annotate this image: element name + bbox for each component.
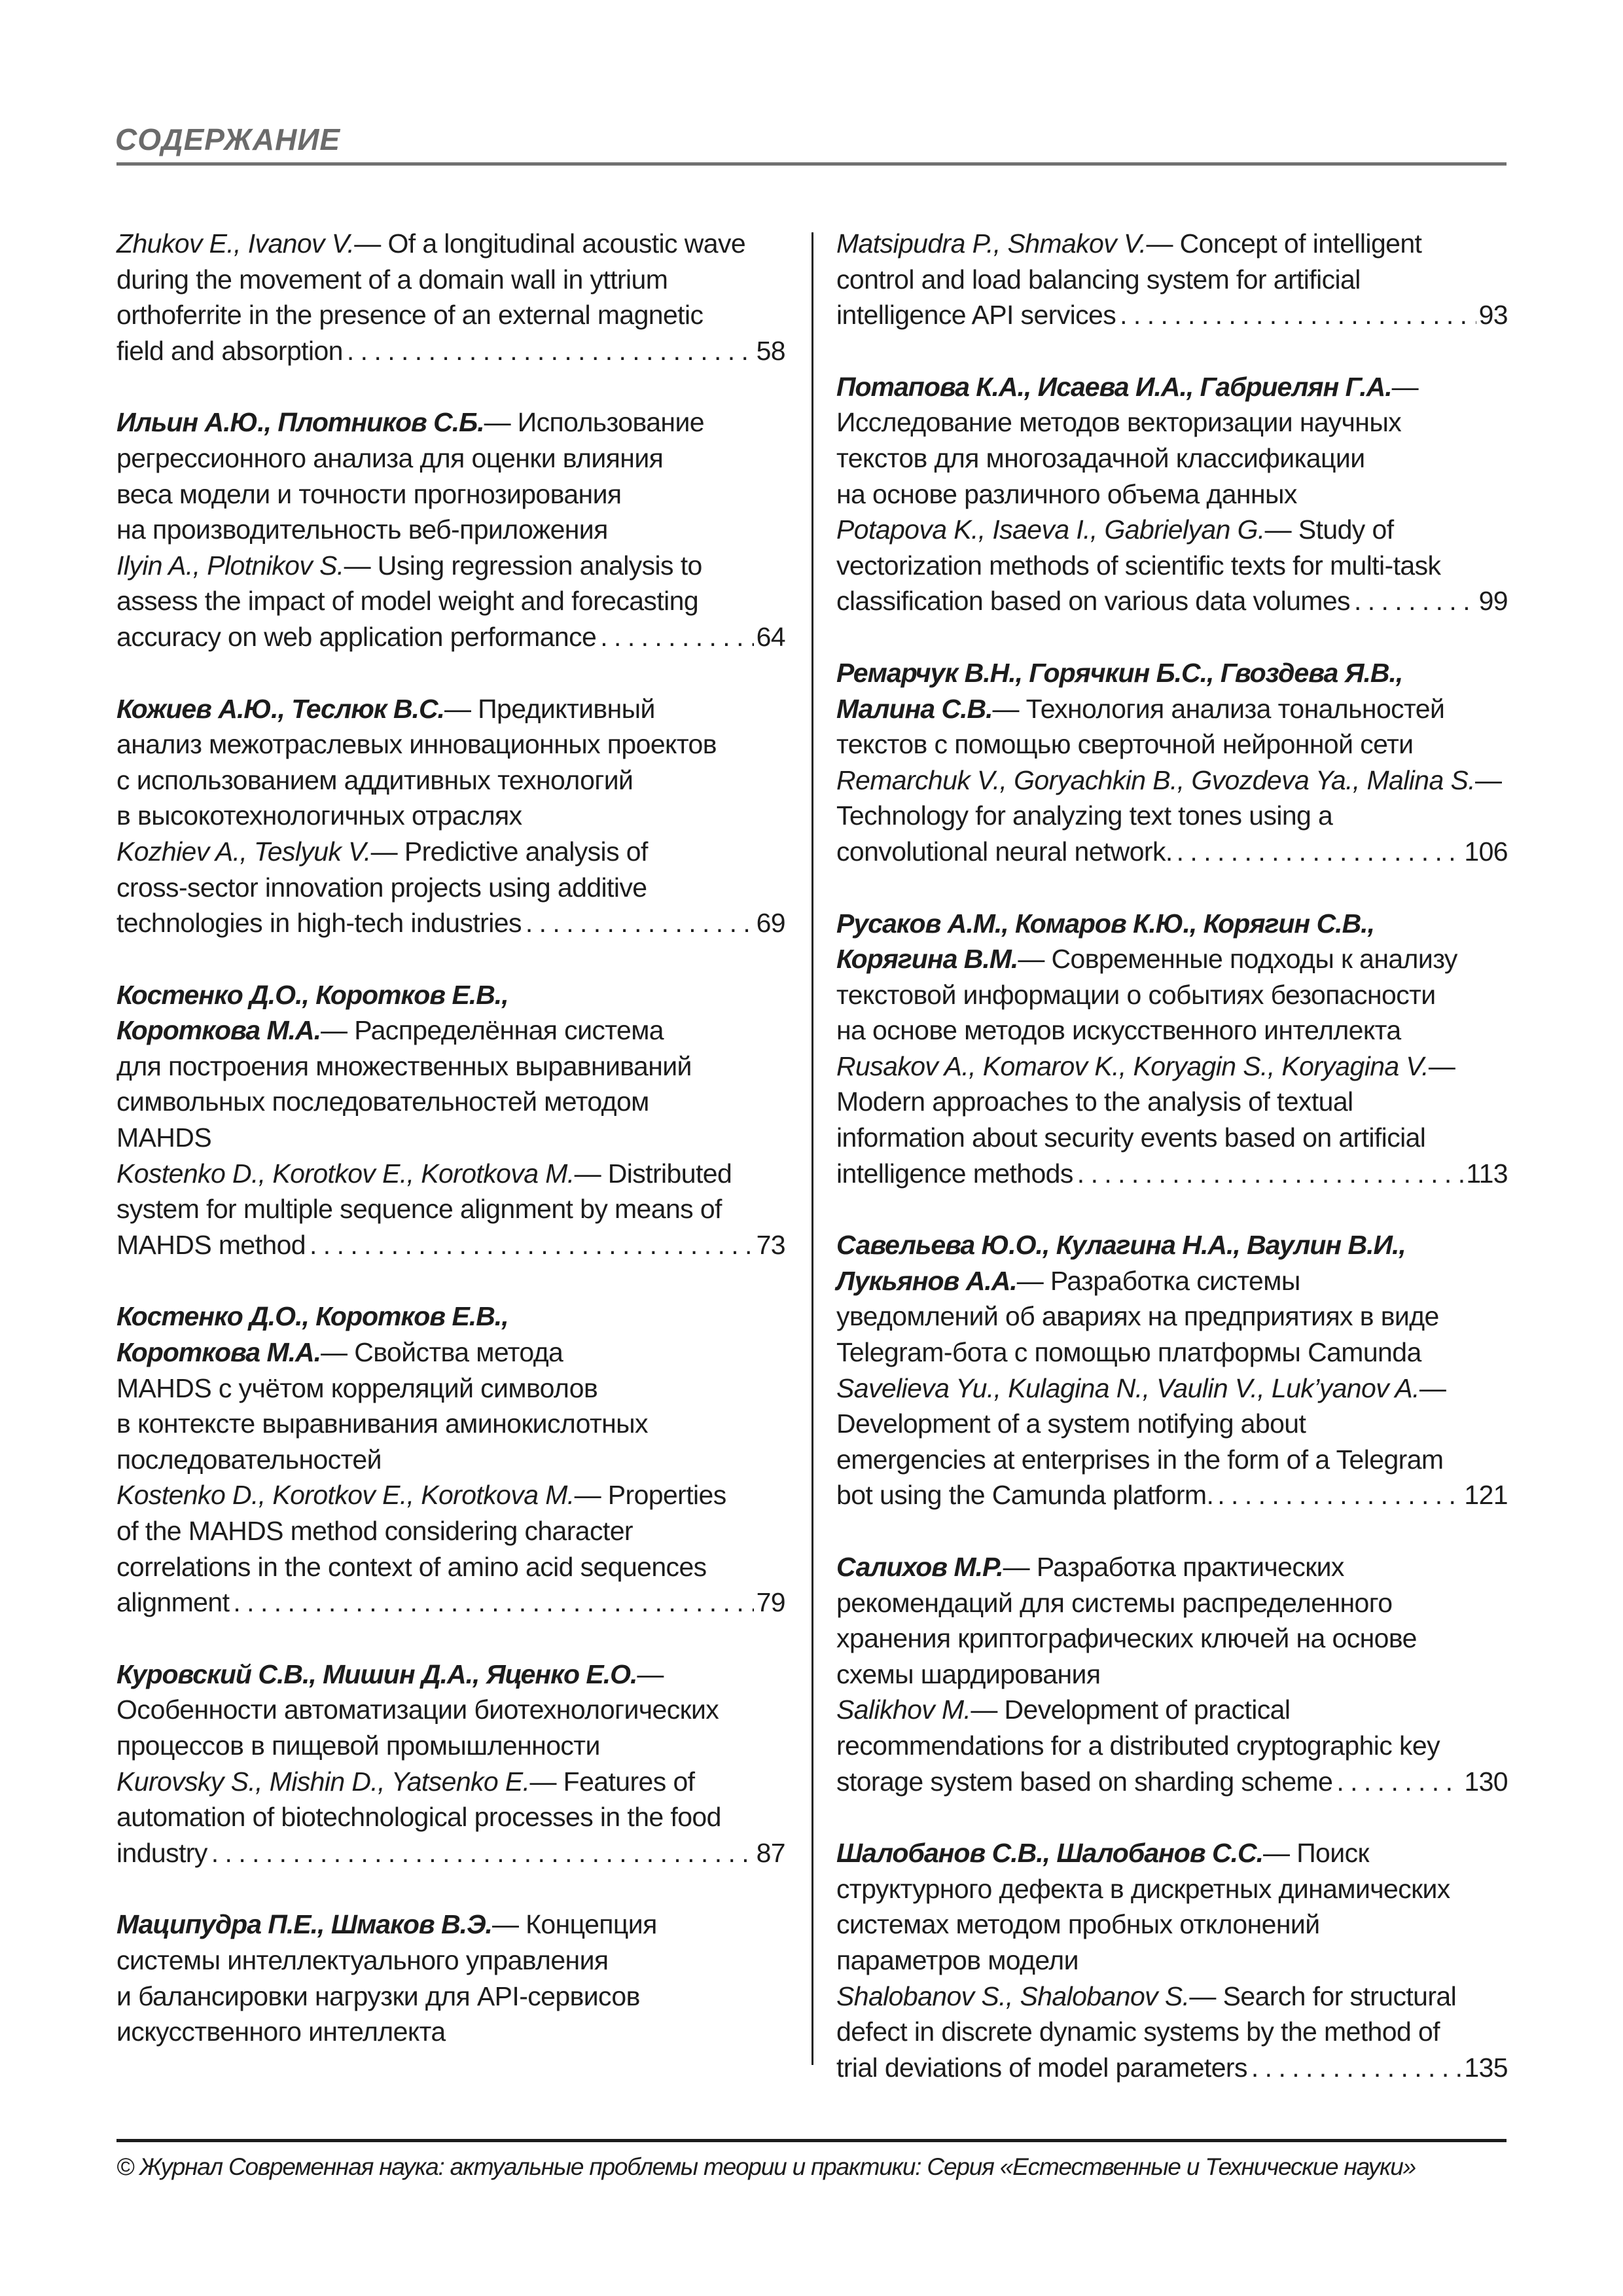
article-title-text: control and load balancing system for artificial	[836, 264, 1361, 295]
authors-ru: Костенко Д.О., Коротков Е.В.,	[116, 979, 508, 1010]
authors-ru: Короткова М.А.	[116, 1337, 321, 1368]
toc-entry-line	[116, 476, 785, 512]
article-title-text: на основе различного объема данных	[836, 478, 1297, 509]
toc-entry-line	[836, 262, 1508, 298]
leader-dots	[1217, 1477, 1461, 1513]
article-title-text: field and absorption	[116, 335, 343, 366]
toc-entry-line	[116, 1477, 785, 1513]
dot-leader	[1177, 834, 1462, 870]
toc-entry-line	[116, 1799, 785, 1835]
toc-entry[interactable]	[116, 1907, 785, 2049]
authors-ru: Короткова М.А.	[116, 1015, 321, 1046]
toc-entry-line	[116, 1442, 785, 1478]
article-title-text: — Использование	[484, 407, 704, 438]
authors-ru: Малина С.В.	[836, 693, 993, 724]
article-title-text: MAHDS method	[116, 1229, 306, 1260]
article-title-text: technologies in high-tech industries	[116, 908, 522, 939]
toc-entry[interactable]	[116, 691, 785, 941]
toc-entry[interactable]	[836, 369, 1508, 619]
article-title-text: of the MAHDS method considering character	[116, 1516, 633, 1546]
page-number[interactable]: 135	[1464, 2052, 1508, 2083]
authors-en: Kozhiev A., Teslyuk V.	[116, 836, 371, 867]
toc-entry-line	[116, 619, 785, 655]
toc-entry-line	[116, 1979, 785, 2015]
authors-ru: Шалобанов С.В., Шалобанов С.С.	[836, 1838, 1263, 1869]
toc-entry-line	[116, 1513, 785, 1549]
article-title-text: — Свойства метода	[321, 1337, 563, 1368]
toc-entry-line	[836, 1049, 1508, 1085]
toc-entry-line	[116, 1692, 785, 1728]
page-number[interactable]: 106	[1464, 836, 1508, 867]
article-title-text: — Of a longitudinal acoustic wave	[354, 228, 746, 259]
article-title-text: cross-sector innovation projects using additive	[116, 872, 647, 903]
toc-entry-line	[836, 1549, 1508, 1585]
leader-dots	[1177, 834, 1462, 870]
toc-entry-line	[116, 1049, 785, 1085]
article-title-text: information about security events based on artificial	[836, 1122, 1426, 1153]
authors-ru: Савельева Ю.О., Кулагина Н.А., Ваулин В.И.,	[836, 1230, 1406, 1261]
toc-entry-line	[836, 762, 1508, 798]
article-title-text: bot using the Camunda platform.	[836, 1480, 1214, 1511]
toc-entry-line	[836, 1764, 1508, 1800]
article-title-text: — Properties	[574, 1480, 726, 1511]
article-title-text: текстов с помощью сверточной нейронной сети	[836, 729, 1414, 760]
toc-entry-line	[116, 583, 785, 619]
toc-entry-line	[836, 1979, 1508, 2015]
toc-entry-line	[116, 1907, 785, 1943]
article-title-text: assess the impact of model weight and forecasting	[116, 586, 699, 617]
article-title-text: industry	[116, 1837, 207, 1868]
page-number[interactable]: 73	[756, 1229, 785, 1260]
toc-entry-line	[836, 1585, 1508, 1621]
toc-entry-line	[836, 1477, 1508, 1513]
toc-entry-line	[836, 404, 1508, 440]
article-title-text: — Search for structural	[1189, 1981, 1457, 2011]
toc-entry-line	[116, 798, 785, 834]
toc-entry-line	[116, 1371, 785, 1407]
article-title-text: vectorization methods of scientific texts for multi-task	[836, 550, 1441, 581]
article-title-text: текстовой информации о событиях безопасности	[836, 979, 1436, 1010]
page-number[interactable]: 113	[1466, 1158, 1508, 1189]
footer-divider	[116, 2139, 1507, 2142]
page-number[interactable]: 79	[756, 1587, 785, 1618]
authors-ru: Ремарчук В.Н., Горячкин Б.С., Гвоздева Я.В.,	[836, 657, 1403, 688]
dot-leader	[347, 333, 754, 369]
article-title-text: искусственного интеллекта	[116, 2017, 446, 2047]
toc-entry-line	[116, 297, 785, 333]
toc-entry-line	[116, 977, 785, 1013]
dot-leader	[1120, 297, 1476, 333]
article-title-text: — Распределённая система	[321, 1015, 664, 1046]
toc-entry-line	[116, 1549, 785, 1585]
toc-entry-line	[836, 583, 1508, 619]
article-title-text: — Predictive analysis of	[370, 836, 648, 867]
toc-entry-line	[836, 941, 1508, 977]
leader-dots	[1354, 583, 1476, 619]
article-title-text: на основе методов искусственного интеллекта	[836, 1015, 1401, 1046]
toc-entry-line	[836, 1835, 1508, 1871]
page-title: СОДЕРЖАНИЕ	[115, 122, 341, 156]
authors-ru: Салихов М.Р.	[836, 1552, 1003, 1582]
toc-entry[interactable]	[836, 906, 1508, 1192]
article-title-text: на производительность веб-приложения	[116, 514, 608, 545]
title-divider	[116, 162, 1507, 166]
toc-entry-line	[836, 1263, 1508, 1299]
authors-ru: Корягина В.М.	[836, 944, 1018, 975]
dot-leader	[233, 1585, 753, 1621]
article-title-text: текстов для многозадачной классификации	[836, 442, 1365, 473]
article-title-text: схемы шардирования	[836, 1659, 1101, 1689]
article-title-text: accuracy on web application performance	[116, 621, 597, 652]
toc-entry-line	[116, 2014, 785, 2050]
toc-entry-line	[116, 1835, 785, 1871]
toc-entry[interactable]	[116, 1657, 785, 1871]
article-title-text: storage system based on sharding scheme	[836, 1766, 1333, 1797]
authors-en: Kostenko D., Korotkov E., Korotkova M.	[116, 1480, 575, 1511]
toc-entry-line	[116, 1084, 785, 1120]
article-title-text: — Distributed	[574, 1158, 732, 1189]
article-title-text: — Features of	[529, 1766, 695, 1797]
toc-entry-line	[116, 226, 785, 262]
toc-entry-line	[836, 691, 1508, 727]
toc-entry-line	[836, 798, 1508, 834]
toc-entry[interactable]	[836, 1227, 1508, 1513]
page-number[interactable]: 58	[756, 335, 785, 366]
page-number[interactable]: 69	[756, 908, 785, 939]
article-title-text: Особенности автоматизации биотехнологических	[116, 1695, 719, 1725]
toc-entry-line	[836, 2014, 1508, 2050]
toc-entry-line	[116, 404, 785, 440]
article-title-text: системах методом пробных отклонений	[836, 1909, 1320, 1940]
article-title-text: —	[1391, 371, 1419, 402]
toc-entry-line	[836, 512, 1508, 548]
article-title-text: регрессионного анализа для оценки влияния	[116, 442, 664, 473]
authors-ru: Лукьянов А.А.	[836, 1265, 1017, 1296]
article-title-text: Technology for analyzing text tones using a	[836, 800, 1333, 831]
toc-entry-line	[116, 1406, 785, 1442]
dot-leader	[1217, 1477, 1461, 1513]
authors-en: Shalobanov S., Shalobanov S.	[836, 1981, 1190, 2011]
toc-entry-line	[116, 262, 785, 298]
article-title-text: — Современные подходы к анализу	[1018, 944, 1457, 975]
toc-entry-line	[836, 1299, 1508, 1335]
dot-leader	[1354, 583, 1476, 619]
article-title-text: —	[637, 1659, 664, 1689]
toc-entry-line	[116, 870, 785, 906]
article-title-text: и балансировки нагрузки для API-сервисов	[116, 1981, 640, 2011]
article-title-text: рекомендаций для системы распределенного	[836, 1587, 1393, 1618]
toc-entry[interactable]	[116, 1299, 785, 1620]
authors-ru: Кожиев А.Ю., Теслюк В.С.	[116, 693, 444, 724]
authors-en: Potapova K., Isaeva I., Gabrielyan G.	[836, 514, 1265, 545]
article-title-text: — Предиктивный	[444, 693, 655, 724]
leader-dots	[347, 333, 754, 369]
article-title-text: intelligence API services	[836, 300, 1116, 331]
leader-dots	[1251, 2050, 1462, 2086]
toc-entry-line	[836, 1621, 1508, 1657]
toc-entry[interactable]	[836, 1835, 1508, 2085]
leader-dots	[233, 1585, 753, 1621]
toc-entry-line	[116, 1013, 785, 1049]
article-title-text: Modern approaches to the analysis of textual	[836, 1086, 1353, 1117]
toc-entry-line	[116, 1156, 785, 1192]
dot-leader	[310, 1227, 754, 1263]
toc-entry-line	[836, 2050, 1508, 2086]
dot-leader	[1251, 2050, 1462, 2086]
page-number[interactable]: 64	[756, 621, 785, 652]
leader-dots	[1077, 1156, 1464, 1192]
article-title-text: уведомлений об авариях на предприятиях в виде	[836, 1301, 1439, 1332]
article-title-text: —	[1419, 1372, 1446, 1403]
dot-leader	[600, 619, 753, 655]
article-title-text: classification based on various data volumes	[836, 586, 1350, 617]
article-title-text: system for multiple sequence alignment by means of	[116, 1194, 722, 1225]
article-title-text: recommendations for a distributed cryptographic key	[836, 1730, 1440, 1761]
authors-ru: Потапова К.А., Исаева И.А., Габриелян Г.А.	[836, 371, 1392, 402]
toc-entry[interactable]	[116, 404, 785, 655]
toc-entry-line	[116, 1764, 785, 1800]
toc-entry-line	[116, 512, 785, 548]
toc-entry-line	[836, 226, 1508, 262]
authors-en: Remarchuk V., Goryachkin B., Gvozdeva Ya., Malina S.	[836, 764, 1476, 795]
toc-entry-line	[836, 1335, 1508, 1371]
article-title-text: — Концепция	[491, 1909, 657, 1940]
article-title-text: анализ межотраслевых инновационных проектов	[116, 729, 717, 760]
toc-entry-line	[116, 1191, 785, 1227]
toc-entry-line	[116, 834, 785, 870]
page-number[interactable]: 130	[1464, 1766, 1508, 1797]
toc-entry-line	[836, 476, 1508, 512]
toc-entry[interactable]	[116, 977, 785, 1263]
article-title-text: — Development of practical	[971, 1695, 1291, 1725]
article-title-text: Исследование методов векторизации научных	[836, 407, 1402, 438]
page-number[interactable]: 121	[1464, 1480, 1508, 1511]
article-title-text: — Разработка системы	[1016, 1265, 1300, 1296]
article-title-text: alignment	[116, 1587, 230, 1618]
toc-entry-line	[836, 548, 1508, 584]
authors-ru: Куровский С.В., Мишин Д.А., Яценко Е.О.	[116, 1659, 637, 1689]
toc-entry[interactable]	[836, 655, 1508, 870]
toc-entry-line	[836, 440, 1508, 476]
dot-leader	[211, 1835, 754, 1871]
leader-dots	[310, 1227, 754, 1263]
article-title-text: параметров модели	[836, 1945, 1079, 1975]
article-title-text: символьных последовательностей методом	[116, 1086, 649, 1117]
article-title-text: —	[1428, 1050, 1455, 1081]
toc-entry-line	[836, 1657, 1508, 1693]
toc-left-column	[116, 226, 785, 2086]
toc-entry-line	[836, 1943, 1508, 1979]
page-number[interactable]: 99	[1478, 586, 1508, 617]
toc-entry-line	[836, 1013, 1508, 1049]
article-title-text: — Study of	[1264, 514, 1394, 545]
authors-en: Kostenko D., Korotkov E., Korotkova M.	[116, 1158, 575, 1189]
toc-entry-line	[116, 1728, 785, 1764]
toc-entry-line	[836, 1371, 1508, 1407]
leader-dots	[600, 619, 753, 655]
page-number[interactable]: 87	[756, 1837, 785, 1868]
toc-entry-line	[836, 1084, 1508, 1120]
toc-entry-line	[116, 333, 785, 369]
article-title-text: — Поиск	[1263, 1838, 1369, 1869]
toc-entry-line	[116, 1335, 785, 1371]
column-divider	[812, 232, 813, 2065]
article-title-text: веса модели и точности прогнозирования	[116, 478, 622, 509]
article-title-text: — Разработка практических	[1003, 1552, 1344, 1582]
authors-ru: Маципудра П.Е., Шмаков В.Э.	[116, 1909, 492, 1940]
toc-entry-line	[836, 297, 1508, 333]
toc-entry-line	[836, 1156, 1508, 1192]
toc-entry-line	[836, 1227, 1508, 1263]
authors-ru: Ильин А.Ю., Плотников С.Б.	[116, 407, 484, 438]
article-title-text: для построения множественных выравниваний	[116, 1050, 692, 1081]
toc-entry-line	[836, 834, 1508, 870]
toc-entry-line	[836, 1907, 1508, 1943]
leader-dots	[1336, 1764, 1461, 1800]
article-title-text: последовательностей	[116, 1444, 382, 1475]
authors-en: Kurovsky S., Mishin D., Yatsenko E.	[116, 1766, 530, 1797]
article-title-text: — Concept of intelligent	[1146, 228, 1422, 259]
toc-entry-line	[836, 726, 1508, 762]
article-title-text: MAHDS с учётом корреляций символов	[116, 1372, 598, 1403]
article-title-text: процессов в пищевой промышленности	[116, 1730, 600, 1761]
toc-entry-line	[116, 1585, 785, 1621]
dot-leader	[526, 905, 754, 941]
authors-en: Matsipudra P., Shmakov V.	[836, 228, 1147, 259]
dot-leader	[1336, 1764, 1461, 1800]
toc-entry-line	[836, 1871, 1508, 1907]
toc-entry-line	[836, 655, 1508, 691]
authors-en: Zhukov E., Ivanov V.	[116, 228, 355, 259]
article-title-text: emergencies at enterprises in the form of a Telegram	[836, 1444, 1444, 1475]
article-title-text: convolutional neural network.	[836, 836, 1173, 867]
article-title-text: MAHDS	[116, 1122, 212, 1153]
article-title-text: хранения криптографических ключей на основе	[836, 1623, 1417, 1654]
toc-entry-line	[836, 1728, 1508, 1764]
toc-entry-line	[116, 1227, 785, 1263]
article-title-text: в высокотехнологичных отраслях	[116, 800, 522, 831]
authors-en: Savelieva Yu., Kulagina N., Vaulin V., Luk’yanov A.	[836, 1372, 1419, 1403]
dot-leader	[1077, 1156, 1464, 1192]
footer-copyright: © Журнал Современная наука: актуальные проблемы теории и практики: Серия «Естественные и Технические науки»	[116, 2153, 1416, 2180]
toc-entry-line	[116, 762, 785, 798]
toc-entry-line	[116, 726, 785, 762]
authors-ru: Русаков А.М., Комаров К.Ю., Корягин С.В.,	[836, 908, 1374, 939]
article-title-text: с использованием аддитивных технологий	[116, 764, 633, 795]
toc-entry-line	[116, 1299, 785, 1335]
article-title-text: intelligence methods	[836, 1158, 1073, 1189]
toc-entry-line	[836, 369, 1508, 405]
toc-entry-line	[836, 977, 1508, 1013]
article-title-text: системы интеллектуального управления	[116, 1945, 609, 1975]
toc-right-column	[836, 226, 1508, 2121]
article-title-text: Development of a system notifying about	[836, 1408, 1306, 1439]
toc-entry-line	[116, 1120, 785, 1156]
article-title-text: defect in discrete dynamic systems by the method of	[836, 2017, 1440, 2047]
authors-en: Salikhov M.	[836, 1695, 971, 1725]
leader-dots	[1120, 297, 1476, 333]
article-title-text: orthoferrite in the presence of an external magnetic	[116, 300, 704, 331]
article-title-text: during the movement of a domain wall in yttrium	[116, 264, 668, 295]
toc-entry-line	[116, 1943, 785, 1979]
toc-entry-line	[116, 905, 785, 941]
authors-ru: Костенко Д.О., Коротков Е.В.,	[116, 1301, 508, 1332]
toc-entry-line	[836, 1442, 1508, 1478]
toc-entry-line	[116, 548, 785, 584]
authors-en: Rusakov A., Komarov K., Koryagin S., Koryagina V.	[836, 1050, 1429, 1081]
toc-entry-line	[836, 1406, 1508, 1442]
toc-entry[interactable]	[836, 1549, 1508, 1799]
toc-entry-line	[836, 1120, 1508, 1156]
leader-dots	[211, 1835, 754, 1871]
leader-dots	[526, 905, 754, 941]
page-number[interactable]: 93	[1478, 300, 1508, 331]
article-title-text: trial deviations of model parameters	[836, 2052, 1247, 2083]
toc-entry-line	[836, 906, 1508, 942]
article-title-text: automation of biotechnological processes in the food	[116, 1802, 721, 1833]
toc-entry[interactable]	[836, 226, 1508, 333]
authors-en: Ilyin A., Plotnikov S.	[116, 550, 344, 581]
article-title-text: — Технология анализа тональностей	[992, 693, 1445, 724]
toc-entry-line	[116, 691, 785, 727]
toc-entry-line	[836, 1692, 1508, 1728]
article-title-text: correlations in the context of amino acid sequences	[116, 1551, 707, 1582]
article-title-text: —	[1475, 764, 1502, 795]
article-title-text: структурного дефекта в дискретных динамических	[836, 1873, 1450, 1904]
article-title-text: в контексте выравнивания аминокислотных	[116, 1408, 648, 1439]
article-title-text: Telegram-бота с помощью платформы Camunda	[836, 1337, 1421, 1368]
toc-entry[interactable]	[116, 226, 785, 368]
toc-entry-line	[116, 440, 785, 476]
article-title-text: — Using regression analysis to	[344, 550, 702, 581]
toc-entry-line	[116, 1657, 785, 1693]
